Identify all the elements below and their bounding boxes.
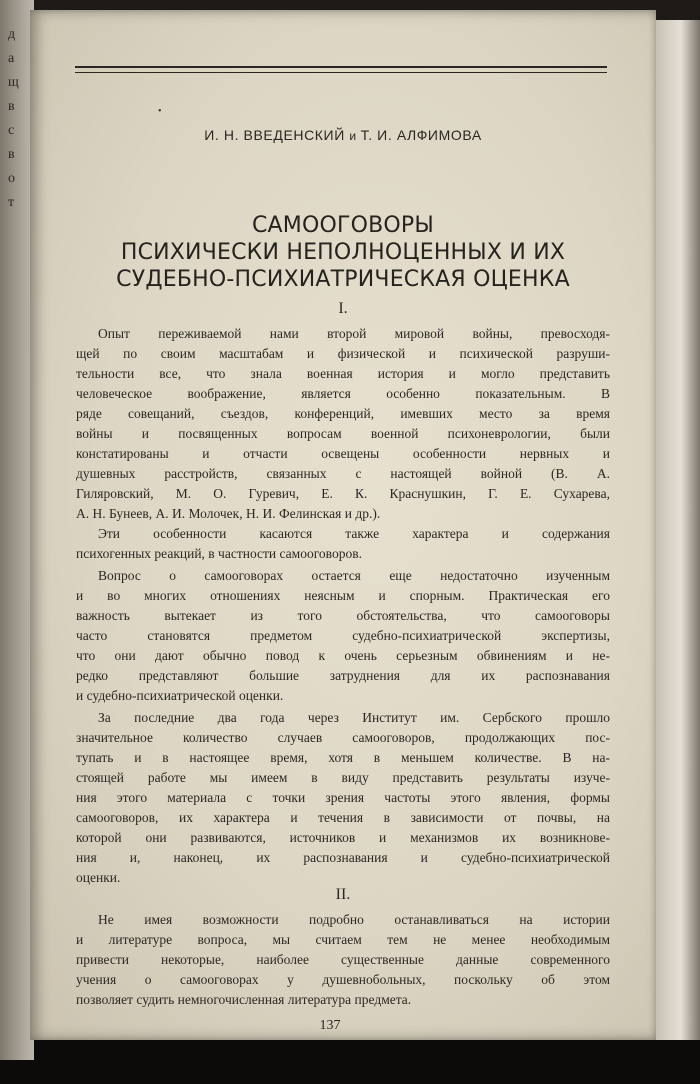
header-rule-thick <box>75 66 607 68</box>
text-line: ряде совещаний, съездов, конференций, имевших место за время <box>76 406 610 421</box>
text-line: и судебно-психиатрической оценки. <box>76 688 284 703</box>
facing-page-fragment: в <box>8 99 15 114</box>
text-line: Опыт переживаемой нами второй мировой войны, превосходя- <box>98 326 610 341</box>
article-title-line-1: САМООГОВОРЫ <box>251 213 435 238</box>
text-line: Вопрос о самооговорах остается еще недостаточно изученным <box>98 568 610 583</box>
header-rule-thin <box>75 72 607 73</box>
text-line: За последние два года через Институт им. Сербского прошло <box>98 710 610 725</box>
facing-page-fragment: в <box>8 147 15 162</box>
text-line: человеческое воображение, является особенно показательным. В <box>76 386 610 401</box>
text-line: психогенных реакций, в частности самооговоров. <box>76 546 362 561</box>
print-mark: • <box>158 106 162 117</box>
facing-page-fragment: д <box>8 27 16 42</box>
facing-page-edge <box>0 0 34 1060</box>
text-line: Не имея возможности подробно останавливаться на истории <box>98 912 610 927</box>
text-line: ния и, наконец, их распознавания и судебно-психиатрической <box>76 850 610 865</box>
book-page <box>30 10 656 1040</box>
facing-page-fragment: с <box>8 123 15 138</box>
text-line: войны и посвященных вопросам военной психоневрологии, были <box>76 426 610 441</box>
text-line: оценки. <box>76 870 121 885</box>
section-number-2: II. <box>335 886 351 903</box>
text-line: Эти особенности касаются также характера и содержания <box>98 526 610 541</box>
text-line: которой они развиваются, источников и механизмов их возникнове- <box>76 830 610 845</box>
text-line: значительное количество случаев самооговоров, продолжающих пос- <box>76 730 610 745</box>
table-surface <box>0 1040 700 1084</box>
text-line: констатированы и отчасти освещены особенности нервных и <box>76 446 610 461</box>
text-line: душевных расстройств, связанных с настоящей войной (В. А. <box>76 466 610 481</box>
section-number-1: I. <box>338 300 348 317</box>
facing-page-fragment: т <box>8 195 15 210</box>
facing-page-fragment: о <box>8 171 15 186</box>
text-line: самооговоров, их характера и течения в зависимости от почвы, на <box>76 810 610 825</box>
facing-page-fragment: щ <box>8 75 19 90</box>
text-line: важность вытекает из того обстоятельства, что самооговоры <box>76 608 610 623</box>
text-line: щей по своим масштабам и физической и психической разруши- <box>76 346 610 361</box>
text-line: часто становятся предметом судебно-психиатрической экспертизы, <box>76 628 610 643</box>
article-title-line-3: СУДЕБНО-ПСИХИАТРИЧЕСКАЯ ОЦЕНКА <box>116 267 570 292</box>
text-line: стоящей работе мы имеем в виду представить результаты изуче- <box>76 770 610 785</box>
authors-line <box>30 127 656 143</box>
page-number: 137 <box>319 1018 341 1033</box>
text-line: позволяет судить немногочисленная литература предмета. <box>76 992 412 1007</box>
text-line: тельности все, что знала военная история и могло представить <box>76 366 610 381</box>
text-line: ния этого материала с точки зрения частоты этого явления, формы <box>76 790 610 805</box>
article-title-line-2: ПСИХИЧЕСКИ НЕПОЛНОЦЕННЫХ И ИХ <box>120 240 566 265</box>
text-line: тупать и в настоящее время, хотя в меньшем количестве. В на- <box>76 750 610 765</box>
author-names-first: И. Н. ВВЕДЕНСКИЙ <box>204 127 345 143</box>
text-line: А. Н. Бунеев, А. И. Молочек, Н. И. Фелинская и др.). <box>76 506 381 521</box>
text-line: учения о самооговорах у душевнобольных, поскольку об этом <box>76 972 610 987</box>
author-names-second: Т. И. АЛФИМОВА <box>360 127 482 143</box>
author-conjunction: и <box>349 129 357 143</box>
text-line: и во многих отношениях неясным и спорным. Практическая его <box>76 588 610 603</box>
text-line: и литературе вопроса, мы считаем тем не менее необходимым <box>76 932 610 947</box>
text-line: редко представляют большие затруднения для их распознавания <box>76 668 610 683</box>
text-line: что они дают обычно повод к очень серьезным обвинениям и не- <box>76 648 610 663</box>
facing-page-fragment: а <box>8 51 15 66</box>
text-line: привести некоторые, наиболее существенные данные современного <box>76 952 610 967</box>
text-line: Гиляровский, М. О. Гуревич, Е. К. Краснушкин, Г. Е. Сухарева, <box>76 486 610 501</box>
